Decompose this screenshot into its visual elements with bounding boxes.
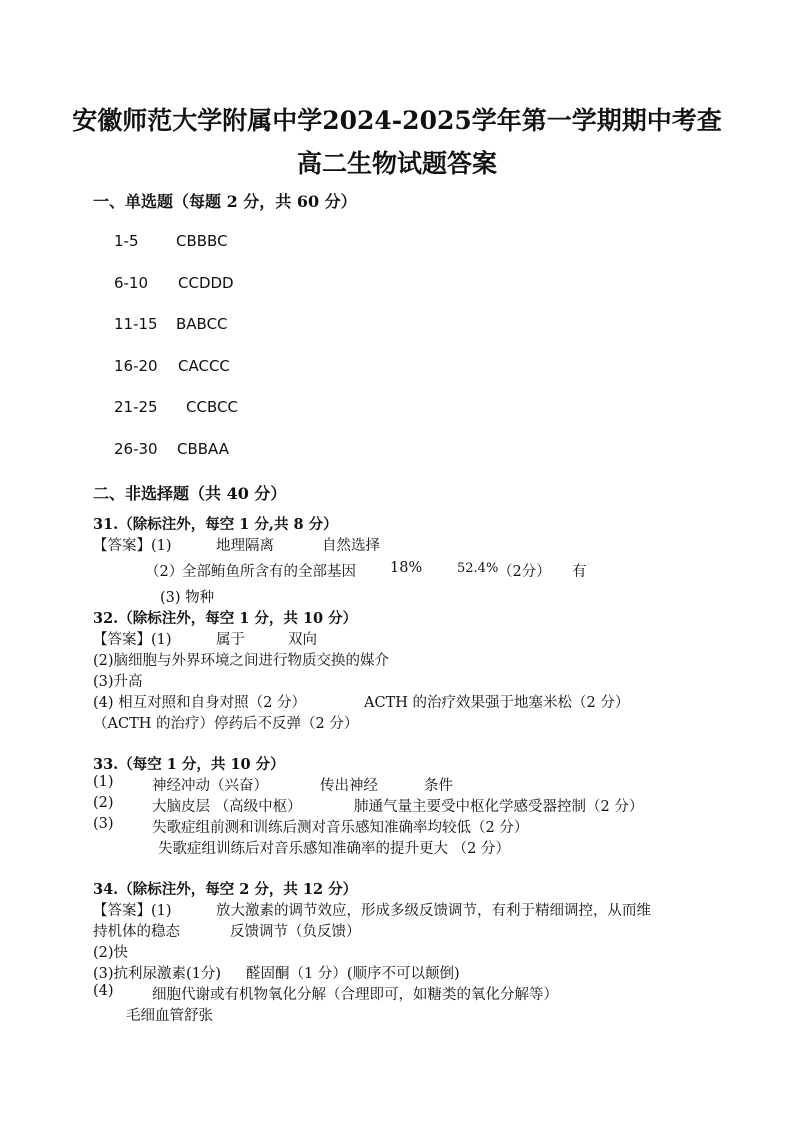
q31-blank5: 52.4% <box>457 561 499 576</box>
q31-blank3: 全部鲔鱼所含有的全部基因 <box>182 564 356 580</box>
q31-answer-tag: 【答案】(1) <box>93 538 172 554</box>
q33-blank5: 肺通气量主要受中枢化学感受器控制（2 分） <box>354 799 644 815</box>
q31-part3: (3) 物种 <box>160 590 215 606</box>
q33-blank6: 失歌症组前测和训练后测对音乐感知准确率均较低（2 分） <box>152 820 529 836</box>
q31-header: 31.（除标注外，每空 1 分,共 8 分） <box>93 516 338 533</box>
q32-header: 32.（除标注外，每空 1 分，共 10 分） <box>93 610 358 627</box>
answer-range: 26-30 <box>114 440 158 458</box>
q31-blank6: 有 <box>572 564 587 580</box>
q33-blank7: 失歌症组训练后对音乐感知准确率的提升更大 （2 分） <box>158 841 510 857</box>
q33-blank2: 传出神经 <box>320 778 378 794</box>
q33-header: 33.（每空 1 分，共 10 分） <box>93 756 285 773</box>
answer-range: 6-10 <box>114 274 149 292</box>
q33-row2-number: (2) <box>93 795 114 811</box>
answer-range: 11-15 <box>114 315 158 333</box>
q32-part4-b: ACTH 的治疗效果强于地塞米松（2 分） <box>364 695 630 711</box>
q32-part3: (3)升高 <box>93 674 143 690</box>
q32-blank1: 属于 <box>216 632 245 648</box>
answer-range: 1-5 <box>114 232 139 250</box>
q32-part4-a: (4) 相互对照和自身对照（2 分） <box>93 695 306 711</box>
q32-part2: (2)脑细胞与外界环境之间进行物质交换的媒介 <box>93 653 390 669</box>
q32-blank2: 双向 <box>288 632 317 648</box>
q33-blank3: 条件 <box>424 778 453 794</box>
q32-answer-tag: 【答案】(1) <box>93 632 172 648</box>
q32-part4-c: （ACTH 的治疗）停药后不反弹（2 分） <box>93 716 359 732</box>
q33-blank1: 神经冲动（兴奋） <box>152 778 268 794</box>
q33-row1-number: (1) <box>93 774 114 790</box>
answer-letters: BABCC <box>176 315 228 333</box>
q34-blank1-cont: 持机体的稳态 <box>93 924 180 940</box>
q34-blank4: 毛细血管舒张 <box>126 1008 213 1024</box>
section1-heading: 一、单选题（每题 2 分，共 60 分） <box>93 192 357 211</box>
q31-blank4: 18% <box>390 560 423 576</box>
q34-part3-b: 醛固酮（1 分）(顺序不可以颠倒) <box>246 966 460 982</box>
q34-answer-tag: 【答案】(1) <box>93 903 172 919</box>
answer-letters: CBBAA <box>177 440 229 458</box>
q31-blank1: 地理隔离 <box>216 538 274 554</box>
q31-score-note: （2分） <box>498 564 551 580</box>
answer-letters: CCBCC <box>186 398 238 416</box>
q34-blank1: 放大激素的调节效应，形成多级反馈调节，有利于精细调控，从而维 <box>216 903 651 919</box>
answer-range: 21-25 <box>114 398 158 416</box>
q34-blank3: 细胞代谢或有机物氧化分解（合理即可，如糖类的氧化分解等） <box>152 987 558 1003</box>
answer-letters: CBBBC <box>176 232 228 250</box>
answer-range: 16-20 <box>114 357 158 375</box>
q33-row3-number: (3) <box>93 816 114 832</box>
q34-part3-a: (3)抗利尿激素(1分) <box>93 966 222 982</box>
q34-part4-number: (4) <box>93 983 114 999</box>
document-subtitle: 高二生物试题答案 <box>296 149 497 178</box>
answer-letters: CCDDD <box>178 274 234 292</box>
q33-blank4: 大脑皮层 （高级中枢） <box>152 799 302 815</box>
q34-blank2: 反馈调节（负反馈） <box>230 924 361 940</box>
section2-heading: 二、非选择题（共 40 分） <box>93 484 287 503</box>
q34-part2: (2)快 <box>93 945 129 961</box>
q31-blank2: 自然选择 <box>322 538 380 554</box>
q31-part2-number: （2） <box>145 564 184 580</box>
q34-header: 34.（除标注外，每空 2 分，共 12 分） <box>93 881 358 898</box>
answer-letters: CACCC <box>178 357 230 375</box>
document-title: 安徽师范大学附属中学2024-2025学年第一学期期中考查 <box>72 106 722 135</box>
